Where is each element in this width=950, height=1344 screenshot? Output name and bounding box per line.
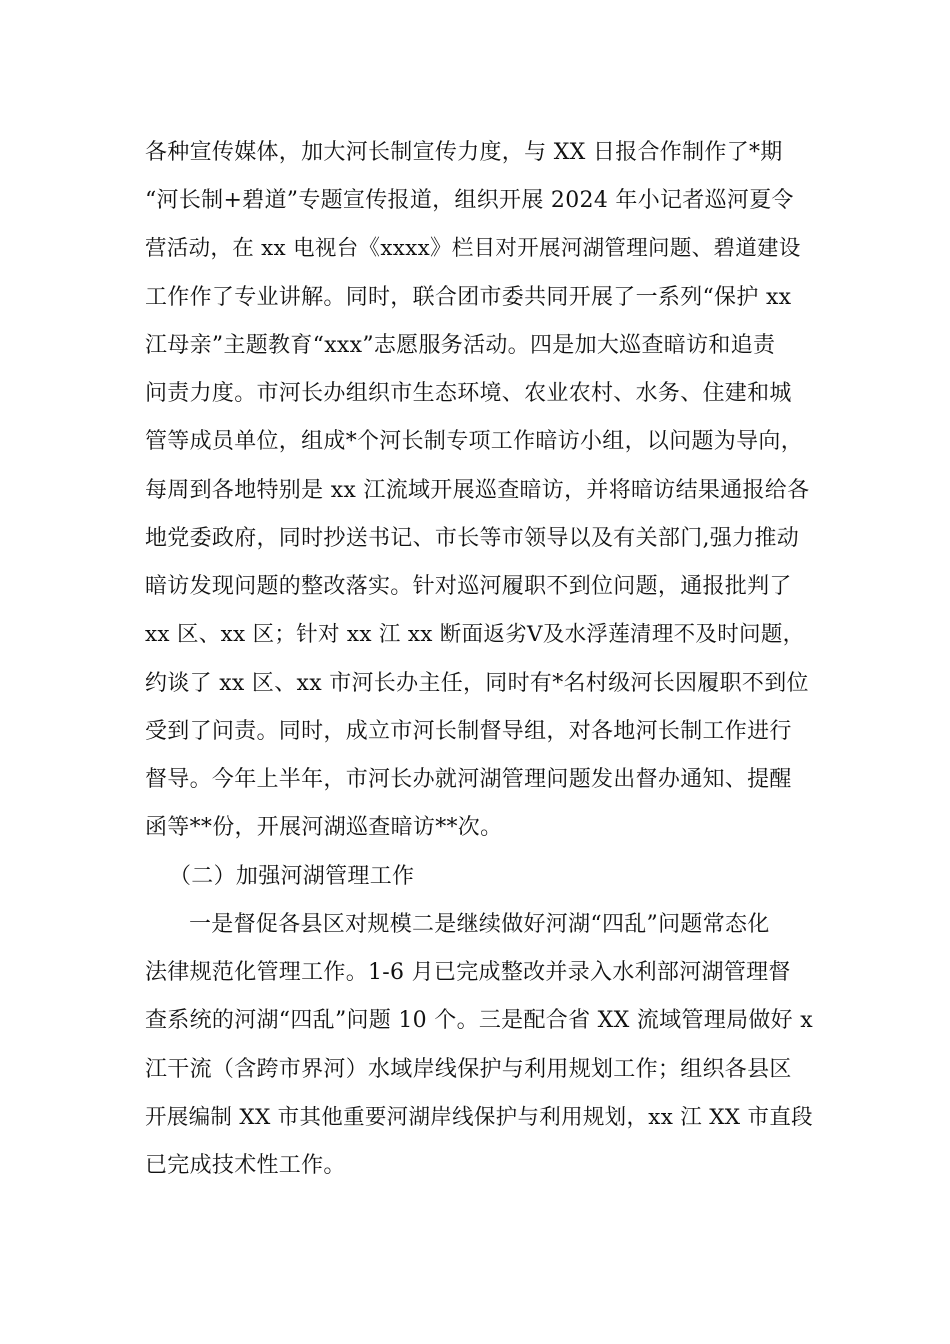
text-line: 每周到各地特别是 xx 江流域开展巡查暗访，并将暗访结果通报给各 [145,478,810,503]
text-line: 问责力度。市河长办组织市生态环境、农业农村、水务、住建和城 [145,381,792,406]
text-line: 地党委政府，同时抄送书记、市长等市领导以及有关部门,强力推动 [145,526,799,551]
text-line: 受到了问责。同时，成立市河长制督导组，对各地河长制工作进行 [145,719,792,744]
text-line: 江母亲”主题教育“xxx”志愿服务活动。四是加大巡查暗访和追责 [145,333,776,358]
text-line: 各种宣传媒体，加大河长制宣传力度，与 XX 日报合作制作了*期 [145,140,783,165]
text-line: 约谈了 xx 区、xx 市河长办主任，同时有*名村级河长因履职不到位 [145,671,809,696]
text-line: 查系统的河湖“四乱”问题 10 个。三是配合省 XX 流域管理局做好 x [145,1008,813,1033]
text-line: 开展编制 XX 市其他重要河湖岸线保护与利用规划，xx 江 XX 市直段 [145,1105,813,1130]
text-line: 函等**份，开展河湖巡查暗访**次。 [145,815,503,840]
text-line: 江干流（含跨市界河）水域岸线保护与利用规划工作；组织各县区 [145,1057,792,1082]
text-line: 营活动，在 xx 电视台《xxxx》栏目对开展河湖管理问题、碧道建设 [145,236,801,261]
text-line: 暗访发现问题的整改落实。针对巡河履职不到位问题，通报批判了 [145,574,792,599]
text-line: 督导。今年上半年，市河长办就河湖管理问题发出督办通知、提醒 [145,767,792,792]
text-line: xx 区、xx 区；针对 xx 江 xx 断面返劣Ⅴ及水浮莲清理不及时问题， [145,622,805,647]
text-line: 法律规范化管理工作。1-6 月已完成整改并录入水利部河湖管理督 [145,960,791,985]
section-heading: （二）加强河湖管理工作 [169,864,415,889]
text-line: 管等成员单位，组成*个河长制专项工作暗访小组，以问题为导向， [145,429,804,454]
text-line: 工作作了专业讲解。同时，联合团市委共同开展了一系列“保护 xx [145,285,792,310]
text-line: “河长制+碧道”专题宣传报道，组织开展 2024 年小记者巡河夏令 [145,188,794,213]
text-line: 已完成技术性工作。 [145,1153,346,1178]
text-line: 一是督促各县区对规模二是继续做好河湖“四乱”问题常态化 [189,912,770,937]
